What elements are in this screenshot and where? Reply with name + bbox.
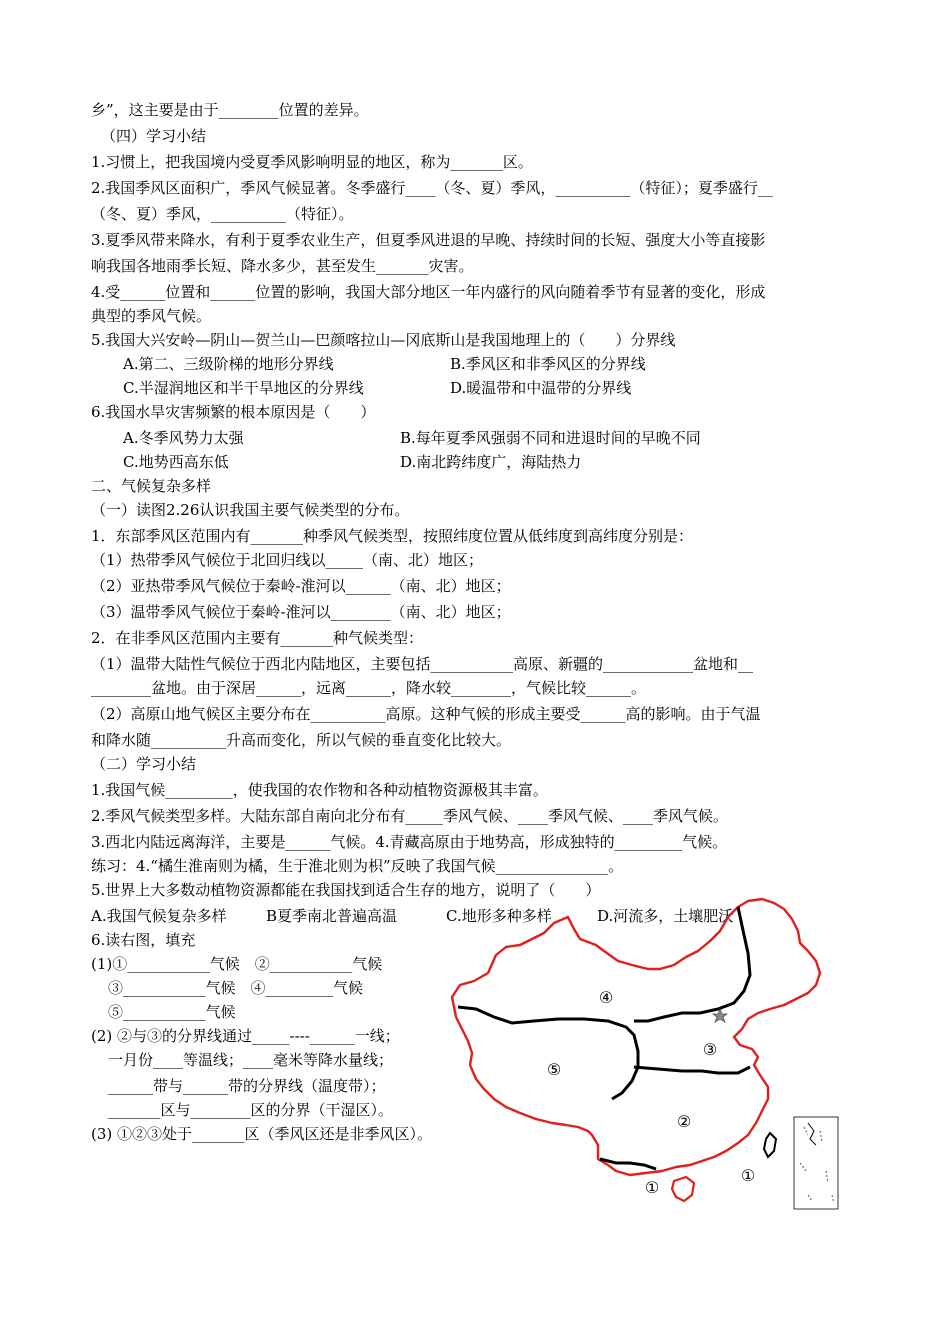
question-5: 5.我国大兴安岭—阴山—贺兰山—巴颜喀拉山—冈底斯山是我国地理上的（ ）分界线 xyxy=(91,331,676,349)
text-line: 1．东部季风区范围内有_______种季风气候类型，按照纬度位置从低纬度到高纬度分别是： xyxy=(91,527,694,545)
divider-line xyxy=(634,1067,750,1073)
text-line: （1）热带季风气候位于北回归线以_____（南、北）地区； xyxy=(91,551,484,569)
option-a: A.冬季风势力太强 xyxy=(123,429,244,447)
inset-shore xyxy=(808,1123,816,1145)
text-line: 6.读右图，填充 xyxy=(91,931,196,949)
text-line: 5.世界上大多数动植物资源都能在我国找到适合生存的地方，说明了（ ） xyxy=(91,881,601,899)
text-line: ________盆地。由于深居______，远离______，降水较________，气候比较______。 xyxy=(91,679,647,697)
text-line: （二）学习小结 xyxy=(91,755,197,773)
text-line: _______区与________区的分界（干湿区）。 xyxy=(108,1101,394,1119)
question-6: 6.我国水旱灾害频繁的根本原因是（ ） xyxy=(91,403,376,421)
text-line: (1)①___________气候 ②___________气候 xyxy=(91,955,383,973)
text-line: 3.西北内陆远离海洋，主要是______气候。4.青藏高原由于地势高，形成独特的_________气候。 xyxy=(91,833,728,851)
text-line: ③___________气候 ④_________气候 xyxy=(108,979,364,997)
text-line: 4.受______位置和______位置的影响，我国大部分地区一年内盛行的风向随着季节有显著的变化，形成 xyxy=(91,283,766,301)
text-line: 典型的季风气候。 xyxy=(91,307,212,325)
text-line: 乡”，这主要是由于________位置的差异。 xyxy=(91,101,369,119)
map-label-1: ① xyxy=(740,1166,756,1185)
option-c: C.地形多种多样 xyxy=(446,907,552,925)
text-line: 3.夏季风带来降水，有利于夏季农业生产，但夏季风进退的早晚、持续时间的长短、强度大小等直接影 xyxy=(91,231,766,249)
hainan-island xyxy=(672,1177,694,1201)
option-d: D.河流多，土壤肥沃 xyxy=(597,907,734,925)
option-a: A.第二、三级阶梯的地形分界线 xyxy=(123,355,334,373)
divider-line xyxy=(634,907,750,1021)
map-label-1: ① xyxy=(644,1178,660,1197)
text-line: (2) ②与③的分界线通过_____----______一线； xyxy=(91,1027,400,1045)
divider-line xyxy=(458,1007,638,1099)
text-line: 和降水随__________升高而变化，所以气候的垂直变化比较大。 xyxy=(91,731,512,749)
text-line: ⑤___________气候 xyxy=(108,1003,236,1021)
map-label-2: ② xyxy=(676,1112,692,1131)
option-d: D.暖温带和中温带的分界线 xyxy=(450,379,632,397)
text-line: 2.季风气候类型多样。大陆东部自南向北分布有_____季风气候、____季风气候、____季风气候。 xyxy=(91,807,728,825)
text-line: （3）温带季风气候位于秦岭-淮河以________（南、北）地区； xyxy=(91,603,511,621)
map-label-3: ③ xyxy=(702,1040,718,1059)
option-d: D.南北跨纬度广，海陆热力 xyxy=(400,453,582,471)
section-heading: 二、气候复杂多样 xyxy=(91,477,212,495)
option-c: C.半湿润地区和半干旱地区的分界线 xyxy=(123,379,364,397)
option-b: B夏季南北普遍高温 xyxy=(266,907,398,925)
text-line: ______带与______带的分界线（温度带）； xyxy=(108,1077,386,1095)
text-line: 一月份____等温线；____毫米等降水量线； xyxy=(108,1051,394,1069)
text-line: 2．在非季风区范围内主要有_______种气候类型： xyxy=(91,629,424,647)
option-b: B.季风区和非季风区的分界线 xyxy=(450,355,646,373)
map-label-4: ④ xyxy=(598,988,614,1007)
option-c: C.地势西高东低 xyxy=(123,453,229,471)
text-line: （1）温带大陆性气候位于西北内陆地区，主要包括___________高原、新疆的____________盆地和__ xyxy=(91,655,754,673)
taiwan-island xyxy=(764,1133,776,1157)
text-line: 练习：4.“橘生淮南则为橘，生于淮北则为枳”反映了我国气候_______________。 xyxy=(91,857,624,875)
text-line: 1.我国气候_________，使我国的农作物和各种动植物资源极其丰富。 xyxy=(91,781,548,799)
text-line: 2.我国季风区面积广，季风气候显著。冬季盛行____（冬、夏）季风，__________（特征）；夏季盛行__ xyxy=(91,179,773,197)
china-climate-map xyxy=(448,895,840,1210)
inset-dashes xyxy=(800,1127,834,1203)
text-line: （2）亚热带季风气候位于秦岭-淮河以______（南、北）地区； xyxy=(91,577,511,595)
option-b: B.每年夏季风强弱不同和进退时间的早晚不同 xyxy=(400,429,701,447)
text-line: （四）学习小结 xyxy=(101,127,207,145)
text-line: （一）读图2.26认识我国主要气候类型的分布。 xyxy=(91,501,410,519)
text-line: 响我国各地雨季长短、降水多少，甚至发生_______灾害。 xyxy=(91,257,474,275)
option-a: A.我国气候复杂多样 xyxy=(91,907,227,925)
text-line: （2）高原山地气候区主要分布在__________高原。这种气候的形成主要受______高的影响。由于气温 xyxy=(91,705,761,723)
text-line: (3) ①②③处于_______区（季风区还是非季风区）。 xyxy=(91,1125,433,1143)
text-line: 1.习惯上，把我国境内受夏季风影响明显的地区，称为_______区。 xyxy=(91,153,533,171)
map-label-5: ⑤ xyxy=(546,1060,562,1079)
text-line: （冬、夏）季风，__________（特征）。 xyxy=(91,205,354,223)
